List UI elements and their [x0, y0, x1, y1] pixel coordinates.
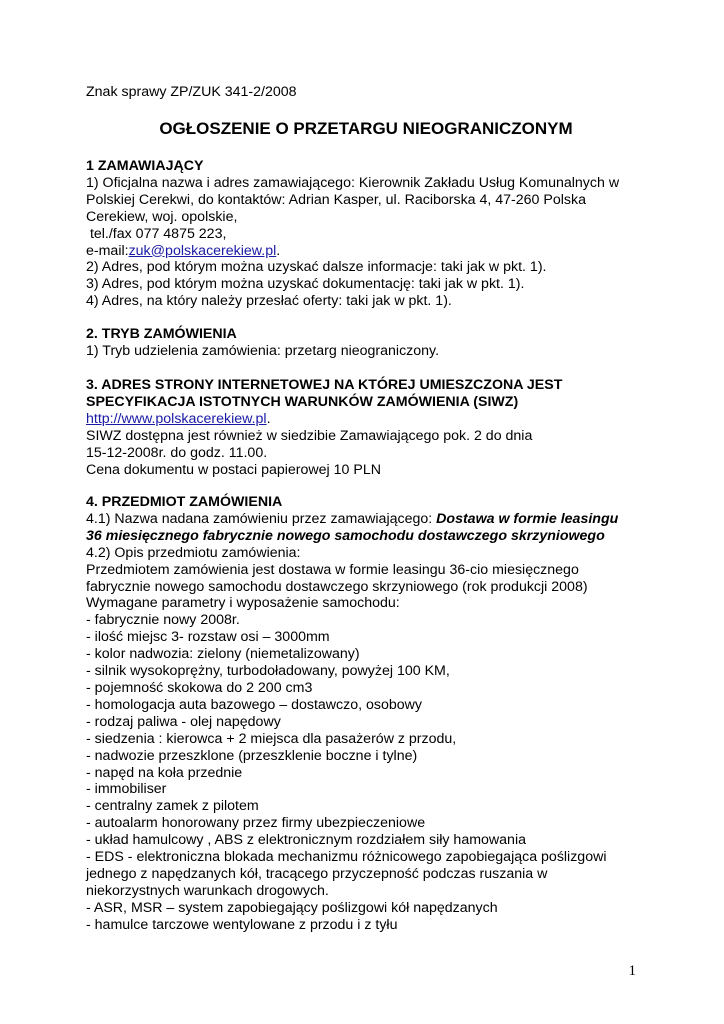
description-line: - fabrycznie nowy 2008r. — [86, 612, 240, 629]
section-heading: SPECYFIKACJA ISTOTNYCH WARUNKÓW ZAMÓWIENIA (SIWZ) — [86, 393, 519, 410]
description-line: Wymagane parametry i wyposażenie samochodu: — [86, 595, 400, 612]
text-line: 15-12-2008r. do godz. 11.00. — [86, 444, 268, 461]
description-line: - ilość miejsc 3- rozstaw osi – 3000mm — [86, 629, 330, 646]
text-line: Cena dokumentu w postaci papierowej 10 PLN — [86, 461, 381, 478]
description-line: - centralny zamek z pilotem — [86, 798, 259, 815]
text-line: Polskiej Cerekwi, do kontaktów: Adrian Kasper, ul. Raciborska 4, 47-260 Polska — [86, 191, 586, 208]
section-heading: 2. TRYB ZAMÓWIENIA — [86, 326, 237, 342]
page-title: OGŁOSZENIE O PRZETARGU NIEOGRANICZONYM — [159, 119, 573, 138]
section-heading: 3. ADRES STRONY INTERNETOWEJ NA KTÓREJ UMIESZCZONA JEST — [86, 377, 563, 393]
email-label: e-mail: — [86, 242, 129, 259]
description-line: - autoalarm honorowany przez firmy ubezpieczeniowe — [86, 815, 426, 832]
text-line: Cerekiew, woj. opolskie, — [86, 208, 238, 225]
text-line: 2) Adres, pod którym można uzyskać dalsze informacje: taki jak w pkt. 1). — [86, 259, 547, 276]
text-line: SIWZ dostępna jest również w siedzibie Zamawiającego pok. 2 do dnia — [86, 427, 533, 444]
text-line: 3) Adres, pod którym można uzyskać dokumentację: taki jak w pkt. 1). — [86, 276, 525, 293]
description-line: - homologacja auta bazowego – dostawczo, osobowy — [86, 696, 422, 713]
description-line: fabrycznie nowego samochodu dostawczego skrzyniowego (rok produkcji 2008) — [86, 578, 588, 595]
order-name-continued: 36 miesięcznego fabrycznie nowego samochodu dostawczego skrzyniowego — [86, 527, 605, 544]
description-line: - silnik wysokoprężny, turbodoładowany, powyżej 100 KM, — [86, 663, 450, 680]
order-name-label: 4.1) Nazwa nadana zamówieniu przez zamawiającego: — [86, 510, 437, 527]
description-line: - nadwozie przeszklone (przeszklenie boczne i tylne) — [86, 747, 418, 764]
description-line: jednego z napędzanych kół, tracącego przyczepność podczas ruszania w — [86, 865, 548, 882]
description-line: - kolor nadwozia: zielony (niemetalizowany) — [86, 646, 360, 663]
section-heading: 4. PRZEDMIOT ZAMÓWIENIA — [86, 494, 283, 510]
case-reference: Znak sprawy ZP/ZUK 341-2/2008 — [86, 84, 297, 100]
section-4 — [86, 494, 618, 934]
description-line: niekorzystnych warunkach drogowych. — [86, 882, 329, 899]
description-line: - EDS - elektroniczna blokada mechanizmu różnicowego zapobiegająca poślizgowi — [86, 849, 607, 866]
description-line: - napęd na koła przednie — [86, 764, 243, 781]
email-link[interactable]: zuk@polskacerekiew.pl — [128, 242, 277, 259]
text-line: 1) Tryb udzielenia zamówienia: przetarg nieograniczony. — [86, 342, 440, 359]
text-line: 1) Oficjalna nazwa i adres zamawiającego: Kierownik Zakładu Usług Komunalnych w — [86, 174, 620, 191]
description-line: - rodzaj paliwa - olej napędowy — [86, 713, 281, 730]
page-number: 1 — [628, 963, 636, 979]
website-link[interactable]: http://www.polskacerekiew.pl — [86, 410, 267, 427]
description-line: - ASR, MSR – system zapobiegający poślizgowi kół napędzanych — [86, 899, 498, 916]
order-name: Dostawa w formie leasingu — [436, 510, 619, 527]
description-line: - układ hamulcowy , ABS z elektronicznym rozdziałem siły hamowania — [86, 832, 526, 849]
description-lines — [86, 545, 618, 934]
description-line: - siedzenia : kierowca + 2 miejsca dla pasażerów z przodu, — [86, 730, 457, 747]
section-1 — [86, 158, 619, 310]
url-suffix: . — [266, 410, 271, 427]
section-heading: 1 ZAMAWIAJĄCY — [86, 158, 204, 174]
text-line: 4) Adres, na który należy przesłać oferty: taki jak w pkt. 1). — [86, 293, 452, 310]
email-suffix: . — [276, 242, 281, 259]
description-line: Przedmiotem zamówienia jest dostawa w formie leasingu 36-cio miesięcznego — [86, 561, 579, 578]
description-line: - immobiliser — [86, 781, 167, 798]
section-2 — [86, 326, 439, 360]
url-line — [86, 411, 562, 428]
section-3 — [86, 377, 562, 478]
description-line: - pojemność skokowa do 2 200 cm3 — [86, 679, 313, 696]
order-name-line — [86, 511, 618, 528]
text-line: tel./fax 077 4875 223, — [86, 225, 227, 242]
description-line: - hamulce tarczowe wentylowane z przodu i z tyłu — [86, 916, 398, 933]
email-line — [86, 243, 619, 260]
description-line: 4.2) Opis przedmiotu zamówienia: — [86, 544, 301, 561]
